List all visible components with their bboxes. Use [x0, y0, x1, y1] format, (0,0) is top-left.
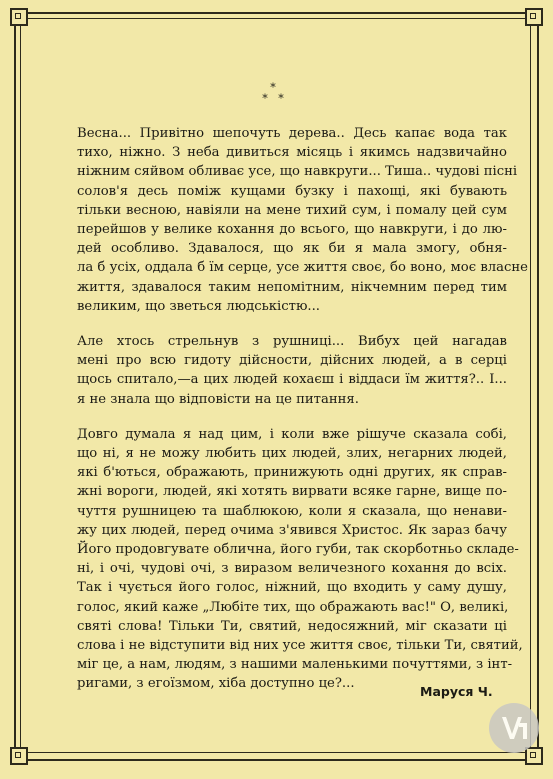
text-line: голос, який каже „Любіте тих, що ображають вас!" О, великі, — [77, 599, 509, 615]
text-line: Весна... Привітно шепочуть дерева.. Десь капає вода так — [77, 126, 507, 141]
text-line: Так і чується його голос, ніжний, що входить у саму душу, — [77, 580, 507, 596]
corner-ornament-bottom-left — [10, 747, 28, 765]
text-line: жу цих людей, перед очима з'явився Христос. Як зараз бачу — [77, 522, 507, 538]
text-line: життя, здавалося таким непомітним, нікчемним перед тим — [77, 279, 507, 295]
text-line: мені про всю гидоту дійсности, дійсних людей, а в серці — [77, 353, 507, 369]
paragraph — [45, 425, 523, 694]
text-line: слова і не відступити від них усе життя своє, тільки Ти, святий, — [77, 638, 523, 654]
paragraph — [45, 332, 507, 409]
text-line: ригами, з егоїзмом, хіба доступно це?... — [77, 676, 355, 692]
text-line: солов'я десь поміж кущами бузку і пахощі, які бувають — [77, 183, 507, 199]
text-line: які б'ються, ображають, принижують одні других, як справ- — [77, 465, 507, 481]
text-line: я не знала що відповісти на це питання. — [77, 391, 359, 407]
text-line: тільки весною, навіяли на мене тихий сум, і помалу цей сум — [77, 202, 507, 218]
text-line: щось спитало,—а цих людей кохаєш і віддаси їм життя?.. І... — [77, 372, 507, 388]
section-ornament — [248, 82, 298, 108]
ornament-asterisks: * * * — [262, 81, 284, 105]
text-line: ла б усіх, оддала б їм серце, усе життя своє, бо воно, моє власне — [77, 260, 528, 276]
paragraph — [45, 124, 528, 316]
text-line: Довго думала я над цим, і коли вже рішуче сказала собі, — [77, 426, 507, 442]
text-line: Його продовгувате облична, його губи, так скорботньо складе- — [77, 542, 519, 558]
author-signature: Маруся Ч. — [420, 684, 493, 699]
corner-ornament-bottom-right — [525, 747, 543, 765]
text-line: перейшов у велике кохання до всього, що навкруги, і до лю- — [77, 222, 507, 238]
text-line: дей особливо. Здавалося, що як би я мала змогу, обня- — [77, 241, 507, 257]
text-line: тихо, ніжно. З неба дивиться місяць і якимсь надзвичайно — [77, 145, 507, 161]
corner-ornament-top-left — [10, 8, 28, 26]
article-body — [45, 124, 528, 710]
text-line: великим, що зветься людськістю... — [77, 298, 320, 314]
text-line: жні вороги, людей, які хотять вирвати всяке гарне, вище по- — [77, 484, 507, 500]
text-line: що ні, я не можу любить цих людей, злих, негарних людей, — [77, 446, 507, 462]
text-line: святі слова! Тільки Ти, святий, недосяжний, міг сказати ці — [77, 618, 507, 634]
text-line: Але хтось стрельнув з рушниці... Вибух цей нагадав — [77, 334, 507, 350]
text-line: ні, і очі, чудові очі, з виразом величезного кохання до всіх. — [77, 561, 507, 577]
text-line: міг це, а нам, людям, з нашими маленькими почуттями, з інт- — [77, 657, 513, 673]
text-line: чуття рушницею та шаблюкою, коли я сказала, що ненави- — [77, 503, 507, 519]
text-line: ніжним сяйвом обливає усе, що навкруги... Тиша.. чудові пісні — [77, 164, 518, 180]
corner-ornament-top-right — [525, 8, 543, 26]
watermark-glyph — [497, 711, 531, 745]
library-logo-icon — [489, 703, 539, 753]
